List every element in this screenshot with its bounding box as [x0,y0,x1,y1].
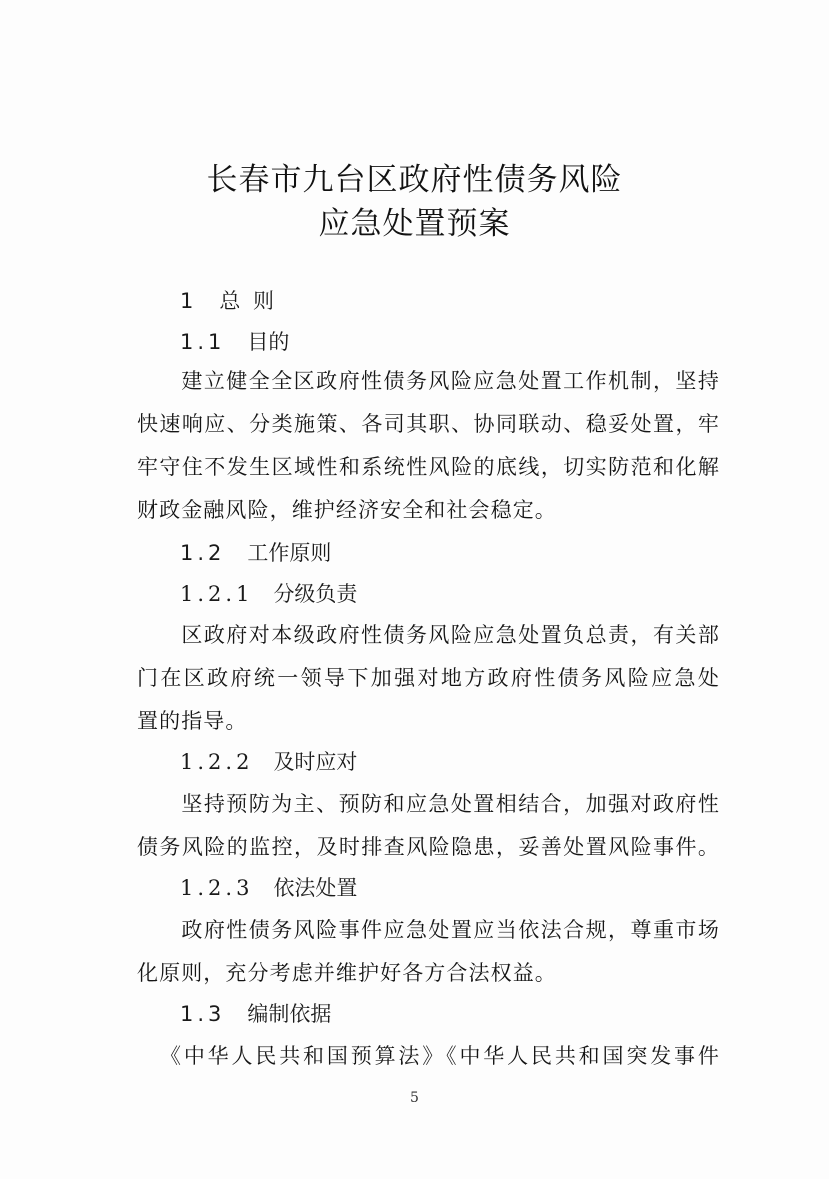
paragraph-line [137,614,720,657]
section-label: 编制依据 [247,1002,332,1026]
section-number: 1.3 [180,1002,226,1026]
paragraph-line [137,360,720,403]
paragraph-line: 牢守住不发生区域性和系统性风险的底线，切实防范和化解 [137,455,720,479]
paragraph-line: 门在区政府统一领导下加强对地方政府性债务风险应急处 [137,666,720,690]
section-1-1-heading [180,328,289,356]
paragraph-line: 置的指导。 [137,709,248,733]
paragraph-line [137,783,720,826]
text-line: 坚持预防为主、预防和应急处置相结合，加强对政府性 [181,792,720,816]
section-label: 总 则 [219,289,278,313]
section-number: 1.1 [180,330,226,354]
text-line: 区政府对本级政府性债务风险应急处置负总责，有关部 [181,623,720,647]
paragraph-line: 债务风险的监控，及时排查风险隐患，妥善处置风险事件。 [137,835,720,859]
section-number: 1.2.1 [180,582,254,606]
document-title-line-2: 应急处置预案 [318,206,511,242]
paragraph-line [137,909,720,952]
section-number: 1.2 [180,541,226,565]
section-label: 分级负责 [273,582,358,606]
section-1-2-1-heading [180,580,357,608]
section-1-heading [180,287,277,315]
text-line: 建立健全全区政府性债务风险应急处置工作机制，坚持 [181,369,720,393]
section-1-2-heading [180,539,331,567]
section-label: 及时应对 [273,750,358,774]
paragraph-line: 《中华人民共和国预算法》《中华人民共和国突发事件 [160,1044,720,1068]
section-1-2-2-heading [180,748,357,776]
section-label: 工作原则 [247,541,332,565]
page-number: 5 [410,1090,419,1106]
section-number: 1.2.3 [180,876,254,900]
section-label: 依法处置 [273,876,358,900]
section-label: 目的 [247,330,290,354]
paragraph-line: 财政金融风险，维护经济安全和社会稳定。 [137,498,557,522]
section-number: 1 [180,289,198,313]
section-number: 1.2.2 [180,750,254,774]
document-title-line-1: 长春市九台区政府性债务风险 [206,162,623,198]
paragraph-line: 化原则，充分考虑并维护好各方合法权益。 [137,961,557,985]
section-1-2-3-heading [180,874,357,902]
paragraph-line: 快速响应、分类施策、各司其职、协同联动、稳妥处置，牢 [137,412,720,436]
text-line: 政府性债务风险事件应急处置应当依法合规，尊重市场 [181,918,720,942]
section-1-3-heading [180,1000,331,1028]
